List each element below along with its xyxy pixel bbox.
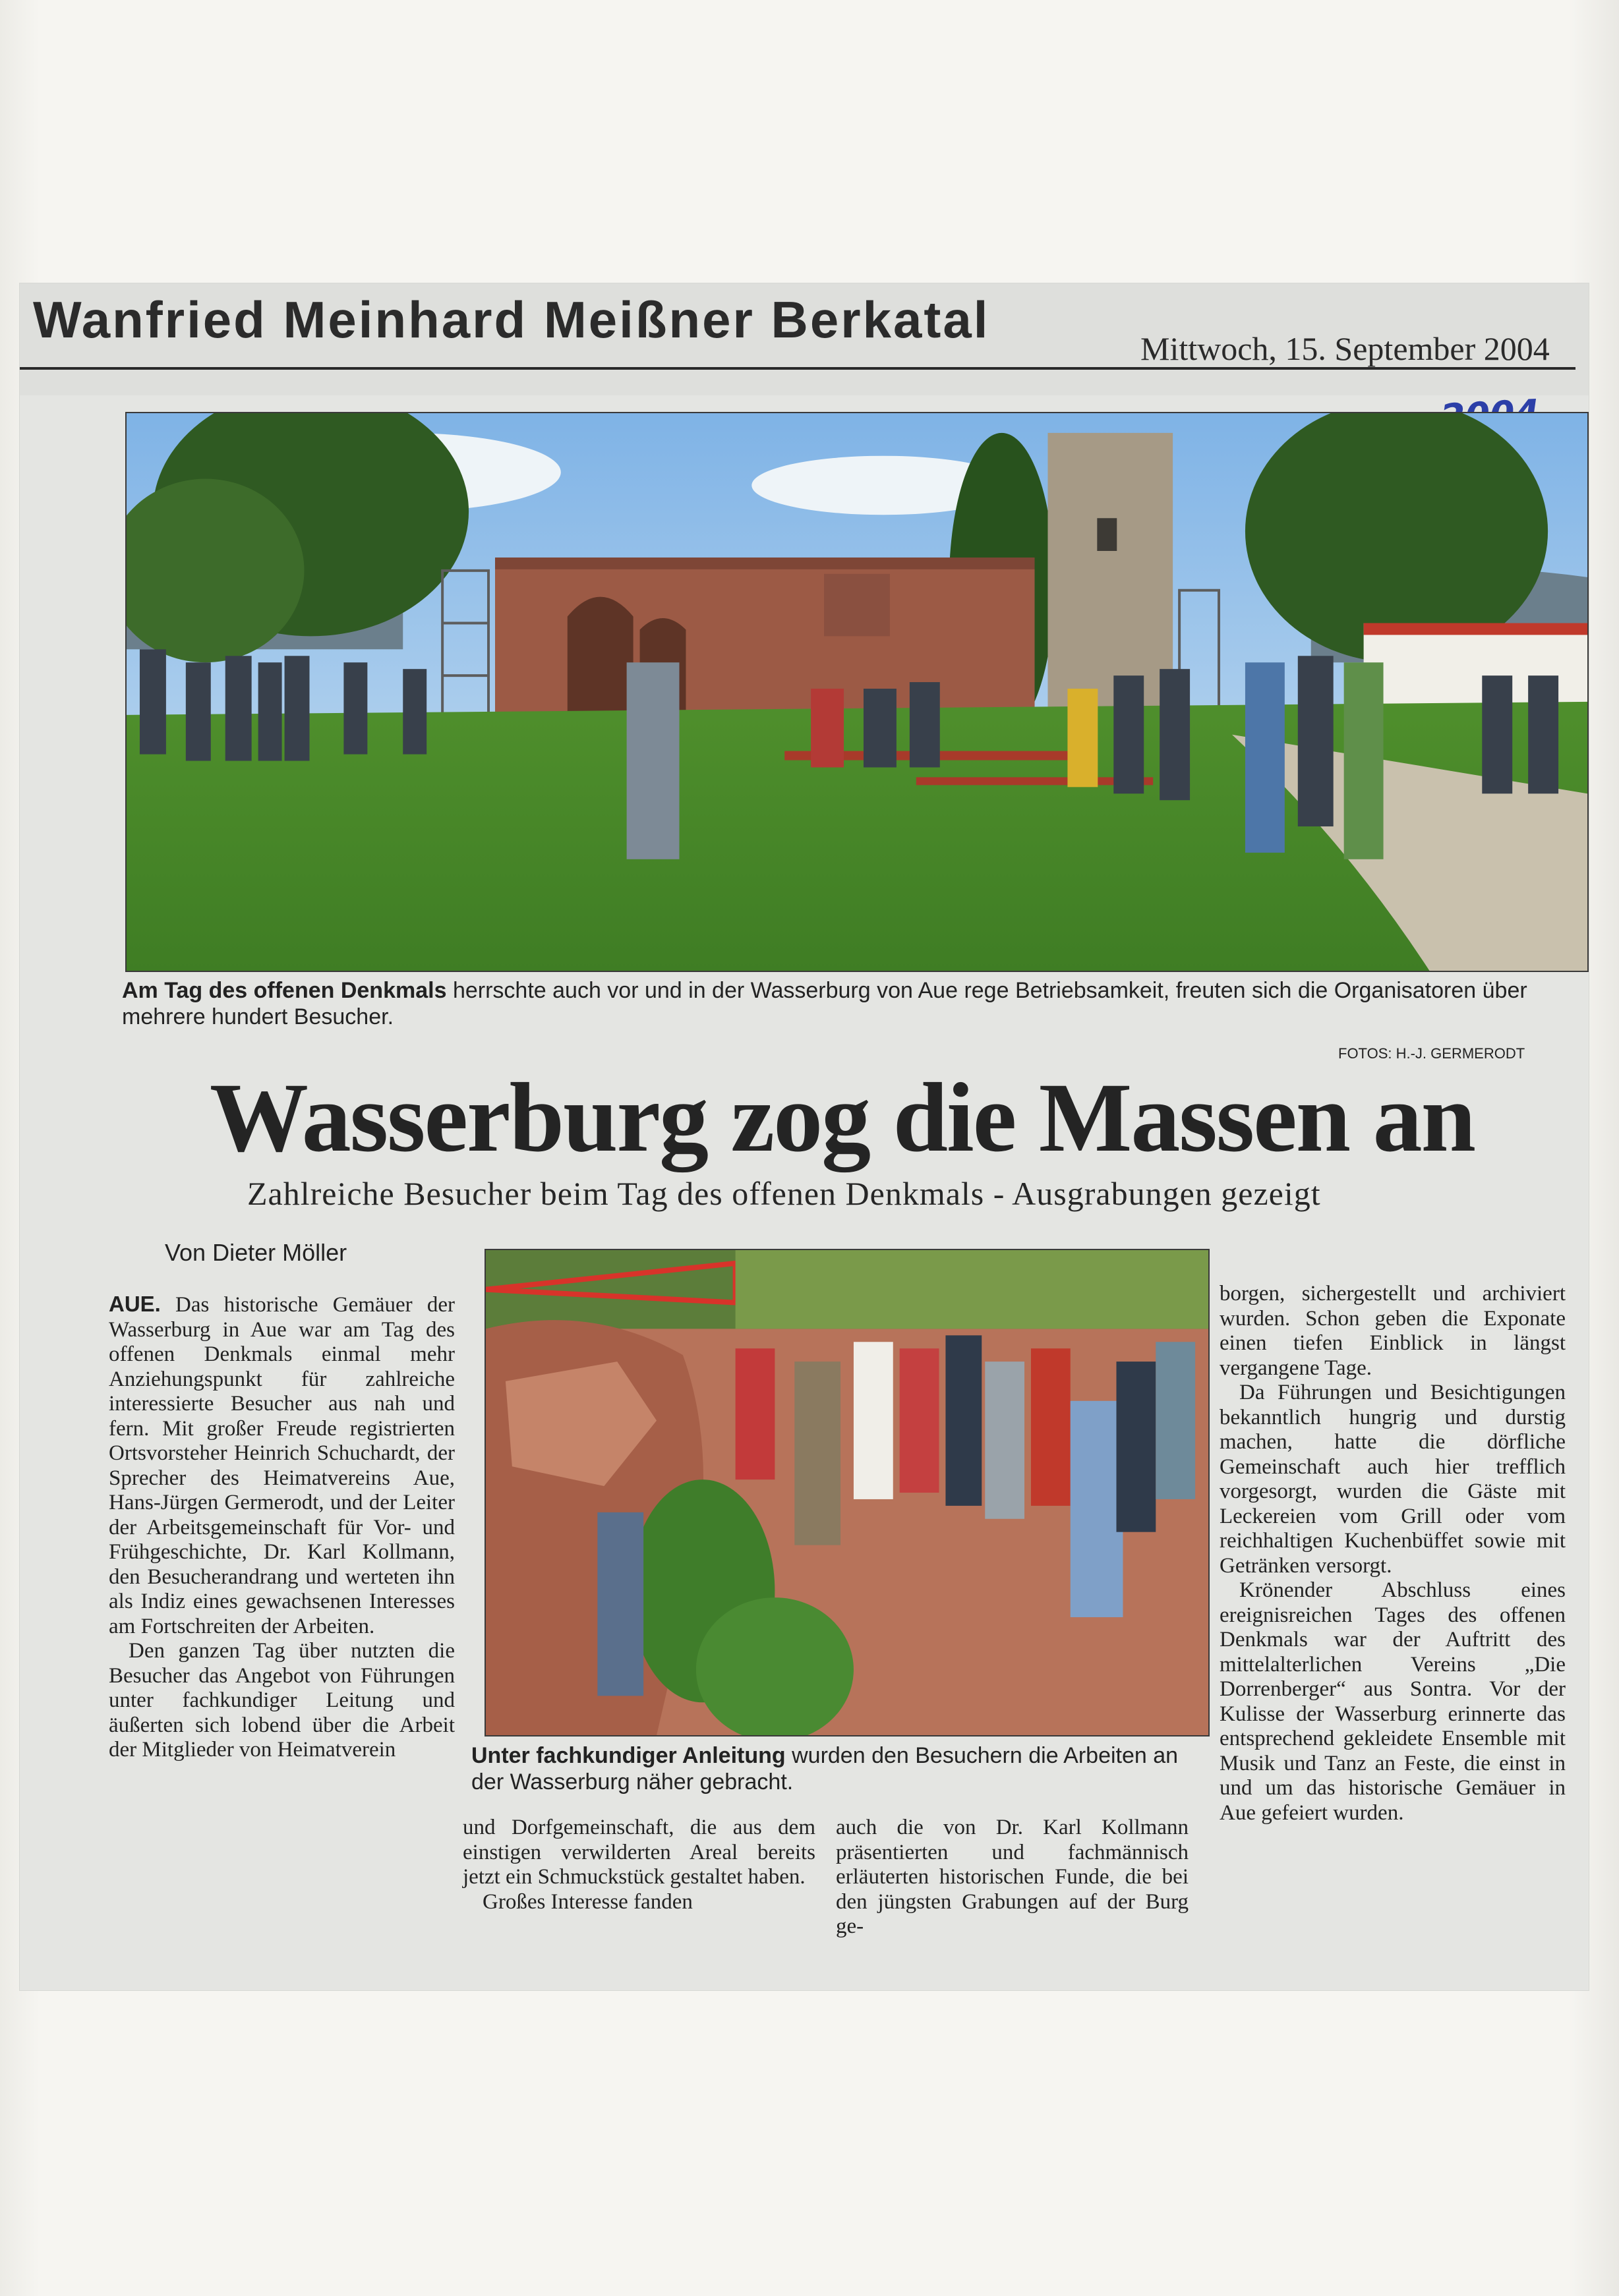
article-column-4 — [1220, 1282, 1566, 1825]
photo-excavation-tour-icon — [486, 1250, 1208, 1735]
caption-text: herrschte auch vor und in der Wasserburg von Aue rege Betriebsamkeit, freuten sich die Organisatoren über mehrere hundert Besucher. — [122, 978, 1527, 1029]
photo-credit: FOTOS: H.-J. GERMERODT — [1338, 1045, 1525, 1062]
paragraph — [109, 1292, 455, 1639]
photo-excavation — [485, 1249, 1210, 1736]
dateline: AUE. — [109, 1292, 161, 1316]
photo-caption-excavation — [471, 1742, 1216, 1795]
paragraph: und Dorfgemeinschaft, die aus dem einstigen verwilderten Areal bereits jetzt ein Schmuckstück gestaltet haben. — [463, 1816, 815, 1889]
caption-text: wurden den Besuchern die Arbeiten an der Wasserburg näher gebracht. — [471, 1743, 1179, 1794]
paragraph: Da Führungen und Besichtigungen bekanntlich hungrig und durstig machen, hatte die dörfliche Gemeinschaft auch hier trefflich vorgesorgt, wurden die Gäste mit Leckereien vom Grill oder vom reichhaltigen Kuchenbüffet sowie mit Getränken versorgt. — [1220, 1381, 1566, 1578]
article-subhead: Zahlreiche Besucher beim Tag des offenen Denkmals - Ausgrabungen gezeigt — [247, 1175, 1321, 1212]
photo-castle-ruin-visitors-icon — [127, 413, 1587, 971]
paragraph: Großes Interesse fanden — [483, 1889, 693, 1914]
photo-caption-top — [122, 977, 1592, 1030]
issue-date: Mittwoch, 15. September 2004 — [1140, 330, 1550, 367]
article-column-2 — [463, 1816, 815, 1914]
paragraph-text: Das historische Gemäuer der Wasserburg in Aue war am Tag des offenen Denkmals einmal mehr Anziehungspunkt für zahlreiche interessierte Besucher aus nah und fern. Mit großer Freude registrierten Ortsvorsteher Heinrich Schuchardt, der Sprecher des Heimatvereins Aue, Hans-Jürgen Germerodt, und der Leiter der Arbeitsgemeinschaft für Vor- und Frühgeschichte, Dr. Karl Kollmann, den Besucherandrang und werteten ihn als Indiz eines gewachsenen Interesses am Fortschreiten der Arbeiten. — [109, 1293, 455, 1638]
article-headline: Wasserburg zog die Massen an — [210, 1063, 1475, 1172]
paragraph: auch die von Dr. Karl Kollmann präsentierten und fachmännisch erläuterten historischen Funde, die bei den jüngsten Grabungen auf der Burg ge- — [836, 1816, 1189, 1938]
section-title: Wanfried Meinhard Meißner Berkatal — [33, 291, 990, 349]
paragraph: borgen, sichergestellt und archiviert wurden. Schon geben die Exponate einen tiefen Einblick in längst vergangene Tage. — [1220, 1282, 1566, 1380]
paragraph: Den ganzen Tag über nutzten die Besucher das Angebot von Führungen unter fachkundiger Leitung und äußerten sich lobend über die Arbeit der Mitglieder von Heimatverein — [109, 1639, 455, 1762]
article-column-3 — [836, 1816, 1189, 1939]
paragraph: Krönender Abschluss eines ereignisreichen Tages des offenen Denkmals war der Auftritt des mittelalterlichen Vereins „Die Dorrenberger“ aus Sontra. Vor der Kulisse der Wasserburg erinnerte das entsprechend gekleidete Ensemble mit Musik und Tanz an Feste, die einst in und um das historische Gemäuer in Aue gefeiert wurden. — [1220, 1578, 1566, 1825]
article-byline: Von Dieter Möller — [165, 1239, 347, 1266]
caption-lead: Am Tag des offenen Denkmals — [122, 978, 447, 1003]
article-column-1 — [109, 1292, 455, 1763]
photo-castle-ruin — [125, 412, 1589, 972]
caption-lead: Unter fachkundiger Anleitung — [471, 1743, 786, 1768]
